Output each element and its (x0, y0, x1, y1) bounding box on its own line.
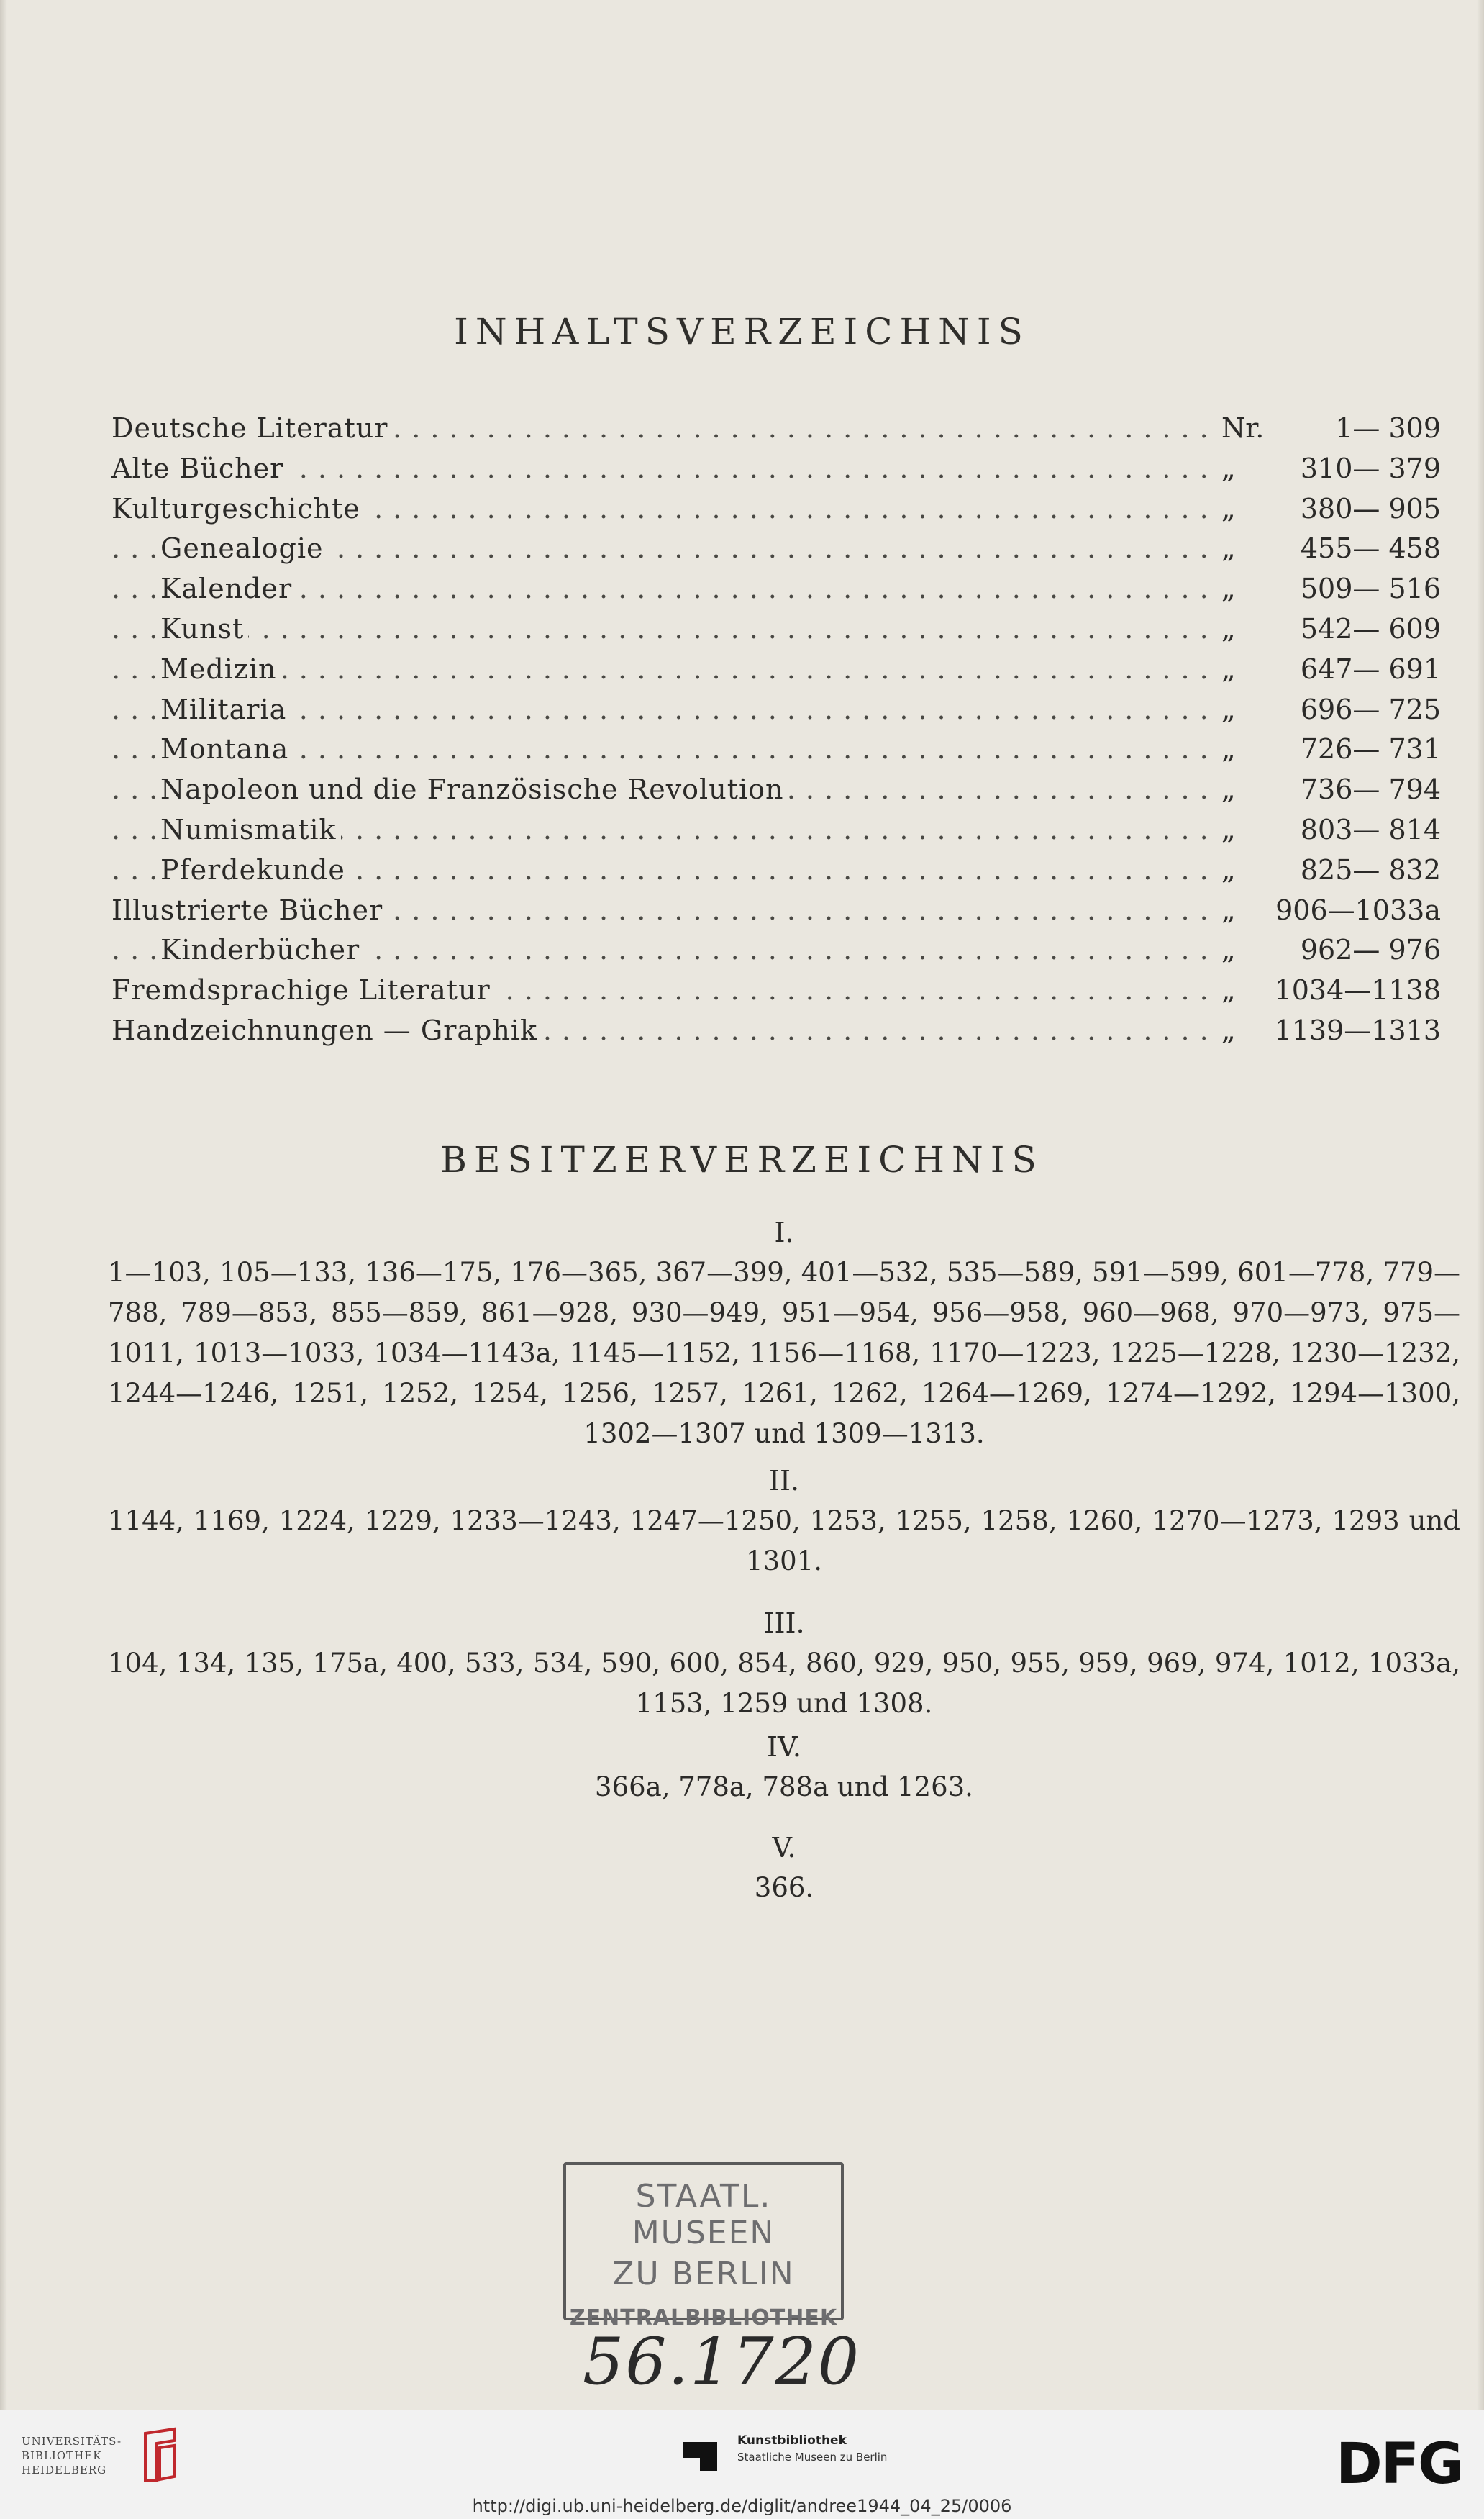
toc-entry-prefix: „ (1216, 810, 1286, 850)
toc-entry-prefix: „ (1216, 489, 1286, 530)
kunstbibliothek-subtitle: Staatliche Museen zu Berlin (737, 2451, 888, 2464)
toc-title: INHALTSVERZEICHNIS (454, 311, 1030, 353)
toc-entry-prefix: „ (1216, 891, 1286, 931)
owner-section-text: 104, 134, 135, 175a, 400, 533, 534, 590, 600, 854, 860, 929, 950, 955, 959, 969, 974, 1012, 1033a, 1153, 1259 und 1308. (108, 1648, 1460, 1719)
toc-entry (111, 1011, 1441, 1051)
toc-subentry (111, 569, 1441, 609)
stamp-line: ZENTRALBIBLIOTHEK (569, 2305, 838, 2330)
toc-entry-prefix: „ (1216, 569, 1286, 609)
toc-subentry (111, 770, 1441, 810)
toc-entry (111, 409, 1441, 449)
stamp-line: ZU BERLIN (612, 2256, 795, 2292)
toc-entry-range: 380— 905 (1300, 492, 1441, 525)
toc-entry-prefix: „ (1216, 730, 1286, 770)
toc-entry-prefix: „ (1216, 1011, 1286, 1051)
toc-entry-prefix: „ (1216, 690, 1286, 730)
toc-entry-range: 1— 309 (1335, 412, 1441, 444)
toc-entry-range: 509— 516 (1300, 573, 1441, 605)
toc-subentry (111, 930, 1441, 971)
toc-entry-range: 906—1033a (1275, 894, 1441, 926)
toc-subentry (111, 609, 1441, 650)
toc-entry-prefix: „ (1216, 770, 1286, 810)
university-logo-line: UNIVERSITÄTS- (22, 2435, 122, 2448)
owner-section-text: 1144, 1169, 1224, 1229, 1233—1243, 1247—1250, 1253, 1255, 1258, 1260, 1270—1273, 1293 und 1301. (108, 1505, 1460, 1576)
toc-entry-range: 736— 794 (1300, 773, 1441, 806)
university-emblem-icon (138, 2426, 181, 2484)
owner-section (108, 1727, 1460, 1807)
toc-entry-prefix: „ (1216, 930, 1286, 971)
toc-entry-label: Kalender (160, 569, 296, 609)
owner-section-numeral: V. (772, 1832, 796, 1864)
toc-entry-label: Montana (160, 730, 293, 770)
toc-entry-label: Illustrierte Bücher (111, 891, 387, 931)
library-stamp (563, 2162, 844, 2330)
owner-section (108, 1212, 1460, 1454)
toc-entry-label: Militaria (160, 690, 291, 730)
university-logo-line: HEIDELBERG (22, 2464, 107, 2477)
digitization-footer (0, 2410, 1484, 2519)
toc-entry-prefix: „ (1216, 529, 1286, 569)
toc-entry (111, 971, 1441, 1011)
table-of-contents (111, 409, 1441, 1051)
toc-entry-label: Handzeichnungen — Graphik (111, 1011, 542, 1051)
owner-section-numeral: III. (763, 1607, 805, 1639)
stamp-line: STAATL. MUSEEN (632, 2178, 775, 2251)
owner-section-numeral: II. (768, 1465, 800, 1497)
toc-entry-prefix: Nr. (1216, 409, 1286, 449)
toc-entry-label: Fremdsprachige Literatur (111, 971, 495, 1011)
dfg-logo[interactable]: DFG (1335, 2432, 1462, 2497)
source-url[interactable]: http://digi.ub.uni-heidelberg.de/diglit/andree1944_04_25/0006 (472, 2496, 1012, 2516)
owner-section-numeral: IV. (767, 1731, 801, 1763)
owner-section (108, 1461, 1460, 1581)
toc-subentry (111, 690, 1441, 730)
toc-entry-range: 647— 691 (1300, 653, 1441, 685)
toc-entry-label: Kulturgeschichte (111, 489, 365, 530)
kunstbibliothek-icon (680, 2436, 720, 2477)
owner-section-text: 366a, 778a, 788a und 1263. (595, 1771, 973, 1802)
toc-entry-prefix: „ (1216, 449, 1286, 489)
owner-section (108, 1603, 1460, 1724)
toc-entry-range: 455— 458 (1300, 532, 1441, 565)
kunstbibliothek-title: Kunstbibliothek (737, 2433, 847, 2448)
owner-section-numeral: I. (774, 1217, 794, 1248)
toc-entry-label: Alte Bücher (111, 449, 288, 489)
toc-entry-range: 962— 976 (1300, 934, 1441, 966)
toc-entry (111, 449, 1441, 489)
toc-entry-label: Genealogie (160, 529, 327, 569)
toc-entry-label: Kinderbücher (160, 930, 364, 971)
toc-entry-prefix: „ (1216, 850, 1286, 891)
owner-section-text: 1—103, 105—133, 136—175, 176—365, 367—399, 401—532, 535—589, 591—599, 601—778, 779—788, 789—853, 855—859, 861—928, 930—949, 951—954, 956—958, 960—968, 970—973, 975—1011, 1013—1033, 1034—1143a, 1145—1152, 1156—1168, 1170—1223, 1225—1228, 1230—1232, 1244—1246, 1251, 1252, 1254, 1256, 1257, 1261, 1262, 1264—1269, 1274—1292, 1294—1300, 1302—1307 und 1309—1313. (108, 1257, 1460, 1449)
toc-subentry (111, 529, 1441, 569)
toc-entry-range: 1139—1313 (1274, 1014, 1441, 1046)
toc-subentry (111, 650, 1441, 690)
toc-entry-label: Napoleon und die Französische Revolution (160, 770, 788, 810)
toc-entry-label: Kunst (160, 609, 248, 650)
owner-index-title: BESITZERVERZEICHNIS (440, 1139, 1044, 1181)
toc-entry-range: 726— 731 (1300, 733, 1441, 766)
owner-section (108, 1828, 1460, 1908)
toc-entry (111, 489, 1441, 530)
toc-entry-range: 1034—1138 (1274, 974, 1441, 1007)
toc-entry-range: 310— 379 (1300, 452, 1441, 484)
toc-entry-label: Numismatik (160, 810, 341, 850)
toc-entry-label: Pferdekunde (160, 850, 350, 891)
toc-entry (111, 891, 1441, 931)
toc-entry-range: 803— 814 (1300, 813, 1441, 845)
toc-entry-prefix: „ (1216, 971, 1286, 1011)
toc-entry-range: 696— 725 (1300, 693, 1441, 725)
university-library-logo[interactable] (22, 2434, 122, 2477)
toc-entry-range: 542— 609 (1300, 612, 1441, 645)
toc-entry-range: 825— 832 (1300, 853, 1441, 886)
toc-subentry (111, 810, 1441, 850)
toc-entry-prefix: „ (1216, 650, 1286, 690)
owner-section-text: 366. (754, 1872, 814, 1903)
handwritten-shelfmark: 56.1720 (583, 2324, 861, 2400)
university-logo-line: BIBLIOTHEK (22, 2449, 102, 2462)
toc-subentry (111, 730, 1441, 770)
toc-subentry (111, 850, 1441, 891)
toc-entry-prefix: „ (1216, 609, 1286, 650)
toc-entry-label: Deutsche Literatur (111, 409, 392, 449)
toc-entry-label: Medizin (160, 650, 281, 690)
